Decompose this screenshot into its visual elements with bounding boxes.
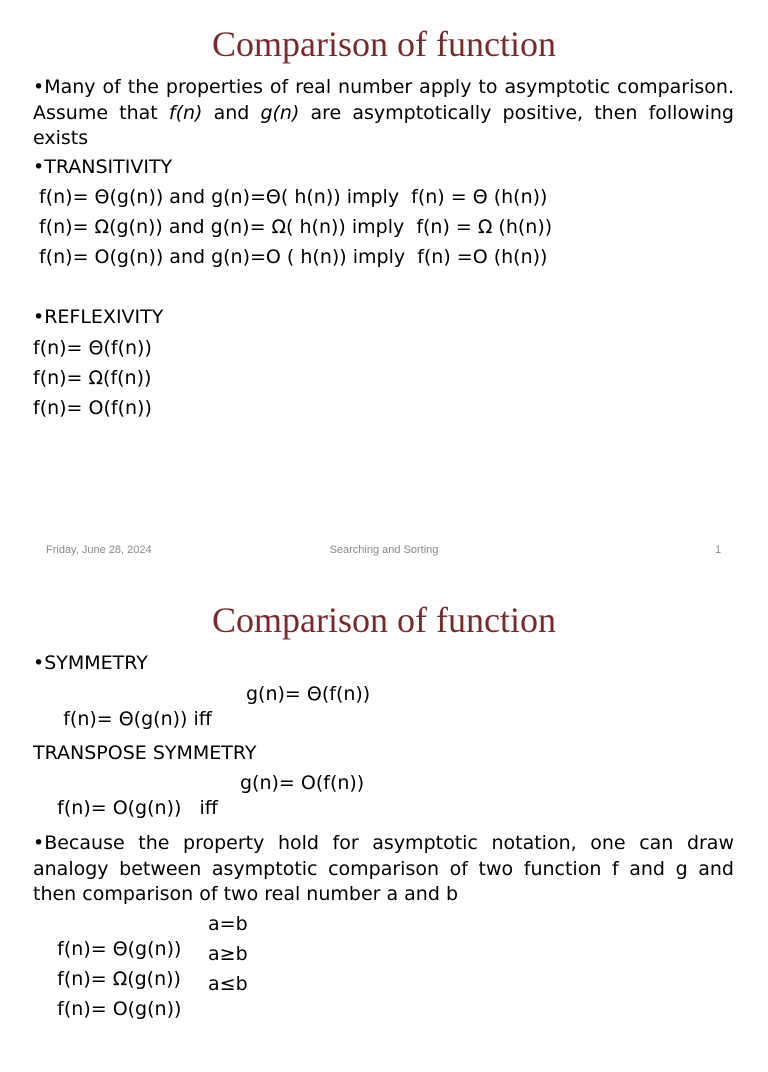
symmetry-heading: •SYMMETRY: [33, 652, 148, 674]
transitivity-theta: f(n)= Θ(g(n)) and g(n)=Θ( h(n)) imply f(n) = Θ (h(n)): [33, 186, 548, 208]
transitivity-bigo: f(n)= O(g(n)) and g(n)=O ( h(n)) imply f(n) =O (h(n)): [33, 246, 548, 268]
analogy-rhs: a≥b: [208, 943, 248, 965]
analogy-lhs: f(n)= Ω(g(n)): [57, 968, 181, 990]
slide-2: [0, 576, 768, 1024]
intro-fn: f(n): [168, 101, 203, 124]
analogy-row-bigo: [33, 972, 248, 1072]
analogy-paragraph: •Because the property hold for asymptotic notation, one can draw analogy between asymptotic comparison of two function f and g and then comparison of two real number a and b: [33, 832, 734, 905]
transpose-lhs: f(n)= O(g(n)) iff: [57, 797, 218, 819]
transitivity-omega: f(n)= Ω(g(n)) and g(n)= Ω( h(n)) imply f(n) = Ω (h(n)): [33, 216, 553, 238]
intro-text-end: are asymptotically positive, then following exists: [33, 101, 734, 149]
intro-and: and: [202, 101, 261, 124]
transpose-rhs: g(n)= O(f(n)): [240, 772, 365, 794]
analogy-rhs: a≤b: [208, 973, 248, 995]
analogy-rhs: a=b: [208, 913, 248, 935]
symmetry-rule: [33, 682, 371, 782]
footer-date: Friday, June 28, 2024: [46, 544, 152, 556]
transpose-heading: TRANSPOSE SYMMETRY: [33, 742, 257, 764]
analogy-lhs: f(n)= O(g(n)): [57, 998, 182, 1020]
transitivity-heading: •TRANSITIVITY: [33, 156, 173, 178]
reflexivity-bigo: f(n)= O(f(n)): [33, 397, 152, 419]
footer-title: Searching and Sorting: [329, 544, 439, 556]
analogy-lhs: f(n)= Θ(g(n)): [57, 938, 182, 960]
reflexivity-theta: f(n)= Θ(f(n)): [33, 337, 152, 359]
slide-title: Comparison of function: [212, 24, 556, 64]
intro-gn: g(n): [260, 101, 300, 124]
footer-page-number: 1: [715, 544, 722, 556]
reflexivity-omega: f(n)= Ω(f(n)): [33, 367, 152, 389]
reflexivity-heading: •REFLEXIVITY: [33, 306, 164, 328]
intro-text-start: •Many of the properties of real number apply to asymptotic comparison. Assume that: [33, 76, 734, 124]
symmetry-rhs: g(n)= Θ(f(n)): [246, 683, 371, 705]
symmetry-lhs: f(n)= Θ(g(n)) iff: [57, 708, 212, 730]
intro-paragraph: [33, 75, 734, 152]
slide-title: Comparison of function: [212, 600, 556, 640]
